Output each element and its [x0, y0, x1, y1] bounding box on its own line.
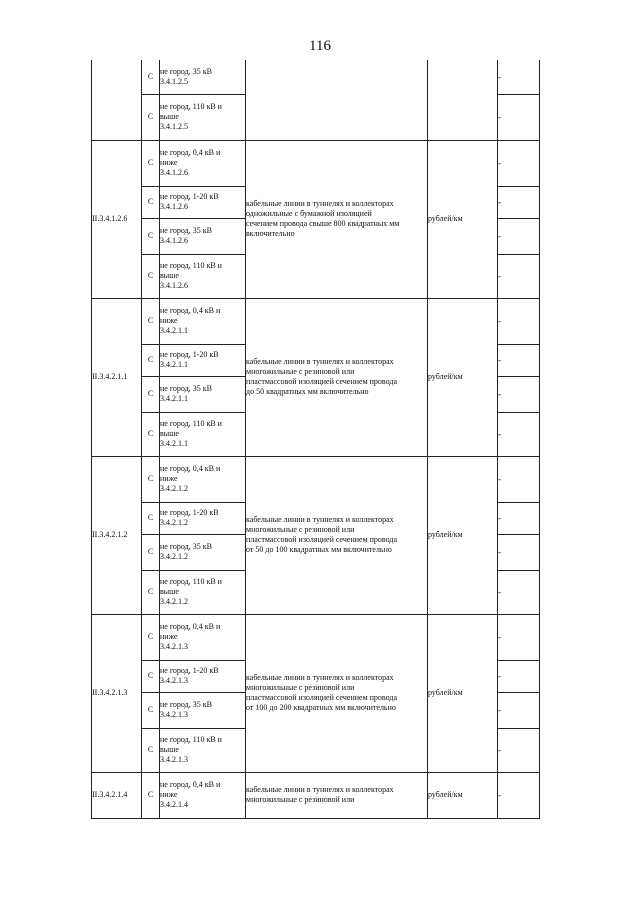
value-cell: - — [498, 772, 540, 818]
value-cell: - — [498, 570, 540, 614]
tariff-table — [91, 60, 540, 819]
voltage-line: не город, 35 кВ — [160, 226, 212, 235]
table-row — [92, 140, 540, 186]
voltage-line: 3.4.2.1.2 — [160, 484, 188, 493]
value-cell: - — [498, 60, 540, 94]
voltage-line: 3.4.2.1.3 — [160, 755, 188, 764]
description-cell — [246, 298, 428, 456]
row-label-cell: С — [142, 502, 160, 534]
row-label-cell: С — [142, 692, 160, 728]
description-line: кабельные линии в туннелях и коллекторах — [246, 199, 394, 208]
voltage-line: не город, 110 кВ и — [160, 419, 222, 428]
row-label-cell: С — [142, 94, 160, 140]
value-cell: - — [498, 94, 540, 140]
value-cell: - — [498, 186, 540, 218]
voltage-line: 3.4.2.1.2 — [160, 597, 188, 606]
item-code-cell — [92, 60, 142, 140]
voltage-class-cell — [160, 140, 246, 186]
description-line: сечением провода свыше 800 квадратных мм — [246, 219, 400, 228]
voltage-line: 3.4.1.2.6 — [160, 168, 188, 177]
row-label-cell: С — [142, 412, 160, 456]
voltage-line: 3.4.2.1.2 — [160, 518, 188, 527]
description-line: многожильные с резиновой или — [246, 525, 355, 534]
voltage-class-cell — [160, 344, 246, 376]
value-cell: - — [498, 660, 540, 692]
row-label-cell: С — [142, 140, 160, 186]
unit-cell: рублей/км — [428, 614, 498, 772]
row-label-cell: С — [142, 456, 160, 502]
item-code-cell: II.3.4.2.1.3 — [92, 614, 142, 772]
voltage-class-cell — [160, 186, 246, 218]
item-code-cell: II.3.4.2.1.2 — [92, 456, 142, 614]
voltage-line: выше — [160, 429, 179, 438]
voltage-line: не город, 0,4 кВ и — [160, 622, 221, 631]
unit-cell: рублей/км — [428, 298, 498, 456]
row-label-cell: С — [142, 344, 160, 376]
description-line: многожильные с резиновой или — [246, 795, 355, 804]
voltage-class-cell — [160, 412, 246, 456]
description-line: пластмассовой изоляцией сечением провода — [246, 377, 398, 386]
voltage-line: ниже — [160, 790, 178, 799]
value-cell: - — [498, 218, 540, 254]
voltage-class-cell — [160, 660, 246, 692]
description-line: кабельные линии в туннелях и коллекторах — [246, 785, 394, 794]
row-label-cell: С — [142, 534, 160, 570]
voltage-class-cell — [160, 614, 246, 660]
row-label-cell: С — [142, 772, 160, 818]
voltage-class-cell — [160, 298, 246, 344]
description-line: кабельные линии в туннелях и коллекторах — [246, 515, 394, 524]
voltage-line: выше — [160, 271, 179, 280]
voltage-line: не город, 0,4 кВ и — [160, 780, 221, 789]
table-row — [92, 456, 540, 502]
description-cell — [246, 60, 428, 140]
row-label-cell: С — [142, 728, 160, 772]
value-cell: - — [498, 376, 540, 412]
value-cell: - — [498, 140, 540, 186]
voltage-line: ниже — [160, 632, 178, 641]
voltage-line: 3.4.1.2.6 — [160, 236, 188, 245]
voltage-line: не город, 110 кВ и — [160, 261, 222, 270]
voltage-line: ниже — [160, 316, 178, 325]
description-line: многожильные с резиновой или — [246, 367, 355, 376]
row-label-cell: С — [142, 254, 160, 298]
description-cell — [246, 772, 428, 818]
voltage-line: 3.4.2.1.3 — [160, 642, 188, 651]
voltage-line: не город, 1-20 кВ — [160, 666, 219, 675]
description-line: включительно — [246, 229, 295, 238]
row-label-cell: С — [142, 298, 160, 344]
description-cell — [246, 456, 428, 614]
voltage-line: ниже — [160, 158, 178, 167]
voltage-line: 3.4.2.1.1 — [160, 439, 188, 448]
voltage-line: 3.4.2.1.2 — [160, 552, 188, 561]
table-row — [92, 298, 540, 344]
voltage-class-cell — [160, 728, 246, 772]
voltage-line: ниже — [160, 474, 178, 483]
voltage-line: 3.4.2.1.3 — [160, 676, 188, 685]
voltage-class-cell — [160, 772, 246, 818]
voltage-class-cell — [160, 570, 246, 614]
value-cell: - — [498, 692, 540, 728]
voltage-class-cell — [160, 534, 246, 570]
voltage-line: 3.4.1.2.6 — [160, 281, 188, 290]
unit-cell: рублей/км — [428, 456, 498, 614]
voltage-line: не город, 35 кВ — [160, 542, 212, 551]
voltage-line: не город, 110 кВ и — [160, 735, 222, 744]
voltage-line: не город, 35 кВ — [160, 66, 212, 76]
description-line: кабельные линии в туннелях и коллекторах — [246, 357, 394, 366]
voltage-line: 3.4.2.1.1 — [160, 326, 188, 335]
description-line: до 50 квадратных мм включительно — [246, 387, 369, 396]
voltage-line: выше — [160, 112, 179, 121]
table-row — [92, 60, 540, 94]
row-label-cell: С — [142, 376, 160, 412]
voltage-line: выше — [160, 587, 179, 596]
voltage-line: не город, 110 кВ и — [160, 577, 222, 586]
voltage-class-cell — [160, 254, 246, 298]
value-cell: - — [498, 502, 540, 534]
voltage-line: не город, 35 кВ — [160, 384, 212, 393]
description-line: пластмассовой изоляцией сечением провода — [246, 693, 398, 702]
voltage-class-cell — [160, 456, 246, 502]
item-code-cell: II.3.4.1.2.6 — [92, 140, 142, 298]
voltage-line: выше — [160, 745, 179, 754]
row-label-cell: С — [142, 60, 160, 94]
description-cell — [246, 614, 428, 772]
voltage-line: не город, 1-20 кВ — [160, 192, 219, 201]
description-line: многожильные с резиновой или — [246, 683, 355, 692]
voltage-line: не город, 1-20 кВ — [160, 350, 219, 359]
value-cell: - — [498, 344, 540, 376]
value-cell: - — [498, 614, 540, 660]
description-line: пластмассовой изоляцией сечением провода — [246, 535, 398, 544]
voltage-line: 3.4.1.2.5 — [160, 122, 188, 131]
description-cell — [246, 140, 428, 298]
voltage-class-cell — [160, 502, 246, 534]
description-line: от 50 до 100 квадратных мм включительно — [246, 545, 392, 554]
table-row — [92, 772, 540, 818]
description-line: кабельные линии в туннелях и коллекторах — [246, 673, 394, 682]
voltage-line: 3.4.2.1.3 — [160, 710, 188, 719]
value-cell: - — [498, 298, 540, 344]
unit-cell — [428, 60, 498, 140]
voltage-line: не город, 0,4 кВ и — [160, 148, 221, 157]
voltage-line: 3.4.2.1.1 — [160, 394, 188, 403]
description-line: от 100 до 200 квадратных мм включительно — [246, 703, 396, 712]
row-label-cell: С — [142, 614, 160, 660]
tariff-table-body — [92, 60, 540, 818]
voltage-class-cell — [160, 60, 246, 94]
value-cell: - — [498, 728, 540, 772]
item-code-cell: II.3.4.2.1.4 — [92, 772, 142, 818]
row-label-cell: С — [142, 218, 160, 254]
voltage-class-cell — [160, 94, 246, 140]
voltage-line: 3.4.2.1.1 — [160, 360, 188, 369]
voltage-line: не город, 35 кВ — [160, 700, 212, 709]
row-label-cell: С — [142, 660, 160, 692]
table-row — [92, 614, 540, 660]
description-line: одножильные с бумажной изоляцией — [246, 209, 372, 218]
value-cell: - — [498, 456, 540, 502]
voltage-class-cell — [160, 376, 246, 412]
voltage-line: не город, 0,4 кВ и — [160, 306, 221, 315]
voltage-line: 3.4.2.1.4 — [160, 800, 188, 809]
voltage-class-cell — [160, 692, 246, 728]
voltage-line: не город, 0,4 кВ и — [160, 464, 221, 473]
row-label-cell: С — [142, 570, 160, 614]
value-cell: - — [498, 534, 540, 570]
page-number: 116 — [309, 38, 331, 54]
voltage-line: 3.4.1.2.6 — [160, 202, 188, 211]
unit-cell: рублей/км — [428, 140, 498, 298]
voltage-line: не город, 110 кВ и — [160, 102, 222, 111]
value-cell: - — [498, 254, 540, 298]
voltage-line: не город, 1-20 кВ — [160, 508, 219, 517]
item-code-cell: II.3.4.2.1.1 — [92, 298, 142, 456]
voltage-line: 3.4.1.2.5 — [160, 76, 188, 86]
voltage-class-cell — [160, 218, 246, 254]
value-cell: - — [498, 412, 540, 456]
row-label-cell: С — [142, 186, 160, 218]
unit-cell: рублей/км — [428, 772, 498, 818]
